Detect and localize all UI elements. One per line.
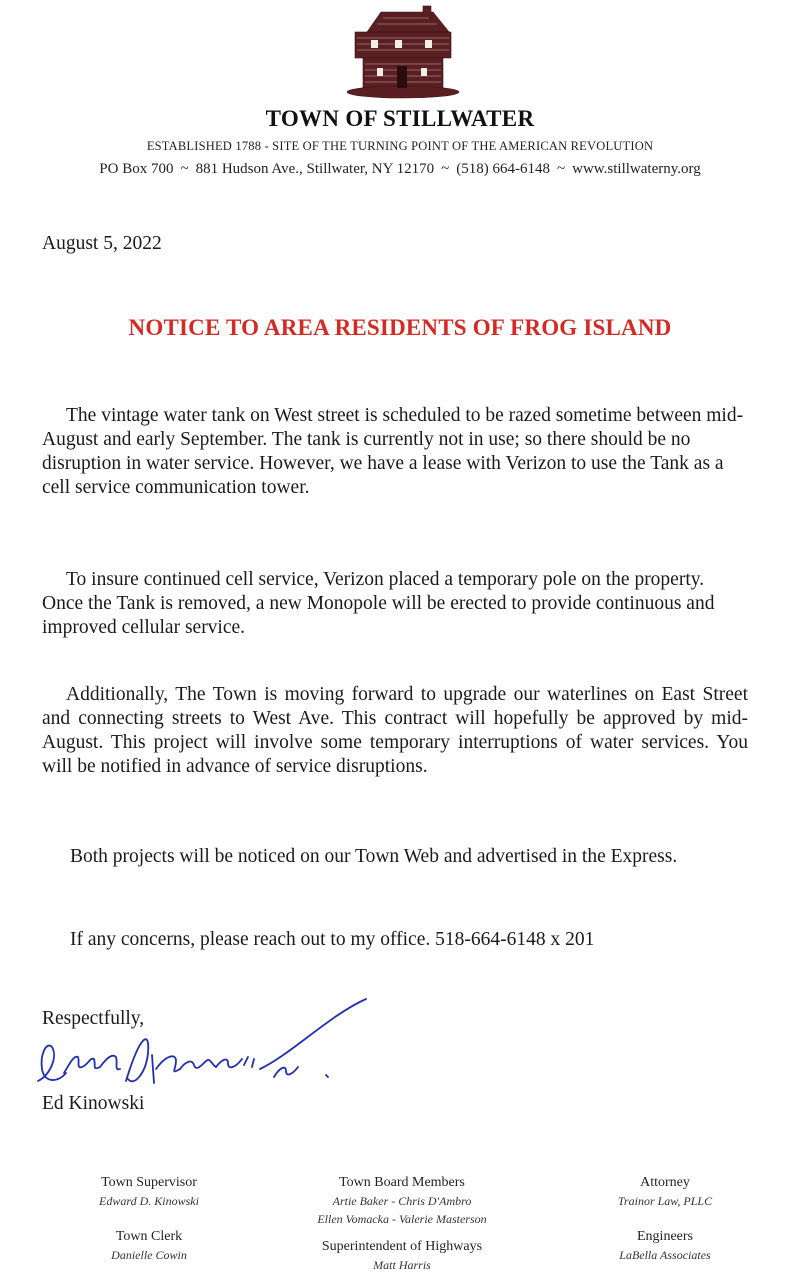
- board-role: Town Board Members: [339, 1175, 465, 1190]
- footer-column-advisors: [560, 1174, 770, 1264]
- supervisor-name: Edward D. Kinowski: [99, 1194, 199, 1208]
- engineers-role: Engineers: [637, 1229, 693, 1244]
- closing: Respectfully,: [42, 1008, 145, 1029]
- website: www.stillwaterny.org: [572, 161, 701, 177]
- body-paragraph-2: To insure continued cell service, Verizon placed a temporary pole on the property. Once the Tank is removed, a new Monopole will be erected to provide continuous and improved cellular service.: [42, 569, 715, 638]
- body-paragraph-5: If any concerns, please reach out to my office. 518-664-6148 x 201: [70, 929, 595, 950]
- clerk-name: Danielle Cowin: [111, 1248, 187, 1262]
- established-tagline: ESTABLISHED 1788 - SITE OF THE TURNING POINT OF THE AMERICAN REVOLUTION: [146, 139, 654, 153]
- town-name: TOWN OF STILLWATER: [265, 106, 535, 131]
- phone-number: (518) 664-6148: [456, 161, 551, 177]
- letter-date: August 5, 2022: [42, 233, 162, 254]
- body-paragraph-1: The vintage water tank on West street is scheduled to be razed sometime between mid-August and early September. The tank is currently not in use; so there should be no disruption in water service. However, we have a lease with Verizon to use the Tank as a cell service communication tower.: [42, 405, 744, 498]
- contact-line: [0, 161, 800, 178]
- blockhouse-logo-icon: [337, 4, 463, 100]
- attorney-role: Attorney: [640, 1175, 690, 1190]
- footer-column-board: [282, 1174, 522, 1274]
- body-paragraph-3: Additionally, The Town is moving forward to upgrade our waterlines on East Street and connecting streets to West Ave. This contract will hopefully be approved by mid-August. This project will involve some temporary interruptions of water services. You will be notified in advance of service disruptions.: [42, 684, 748, 777]
- po-box: PO Box 700: [99, 161, 174, 177]
- supervisor-role: Town Supervisor: [101, 1175, 197, 1190]
- highways-name: Matt Harris: [373, 1258, 431, 1272]
- board-members-line-2: Ellen Vomacka - Valerie Masterson: [317, 1212, 487, 1226]
- separator: ~: [441, 161, 450, 177]
- clerk-role: Town Clerk: [115, 1229, 183, 1244]
- separator: ~: [180, 161, 189, 177]
- notice-title: NOTICE TO AREA RESIDENTS OF FROG ISLAND: [128, 315, 672, 340]
- board-members-line-1: Artie Baker - Chris D'Ambro: [332, 1194, 472, 1208]
- handwritten-signature: [30, 995, 370, 1110]
- signer-name: Ed Kinowski: [42, 1093, 145, 1114]
- body-paragraph-4: Both projects will be noticed on our Town Web and advertised in the Express.: [70, 846, 678, 867]
- separator: ~: [557, 161, 566, 177]
- highways-role: Superintendent of Highways: [321, 1239, 483, 1254]
- attorney-name: Trainor Law, PLLC: [617, 1194, 713, 1208]
- street-address: 881 Hudson Ave., Stillwater, NY 12170: [195, 161, 435, 177]
- footer-column-officials: [44, 1174, 254, 1264]
- engineers-name: LaBella Associates: [619, 1248, 711, 1262]
